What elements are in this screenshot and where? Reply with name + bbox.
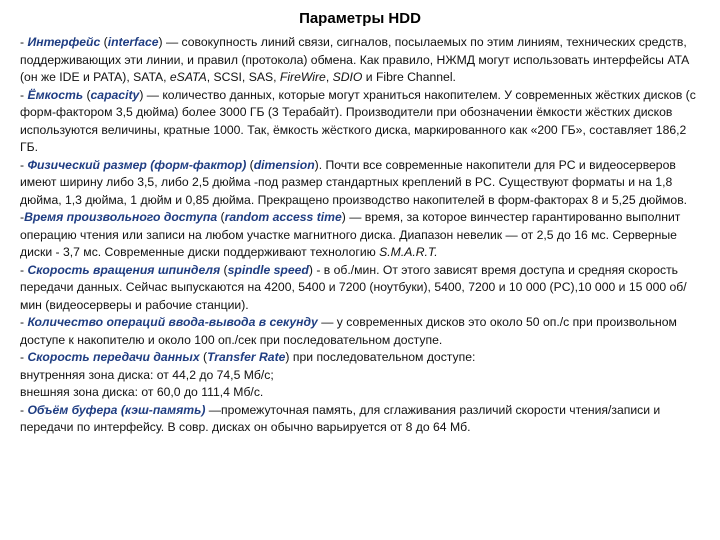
sdio-label: SDIO — [332, 70, 363, 84]
paragraph-capacity: - Ёмкость (capacity) — количество данных, которые могут храниться накопителем. У современных жёстких дисков (с форм-фактором 3,5 дюйма) более 3000 ГБ (3 Терабайт). Производители при обозначении ёмкости жёстких дисков используются величины, кратные 1000. Так, ёмкость жёсткого диска, маркированного как «200 ГБ», составляет 186,2 ГБ. — [20, 87, 696, 154]
term-iops: Количество операций ввода-вывода в секунду — [27, 315, 318, 329]
term-spindle: Скорость вращения шпинделя — [27, 262, 221, 277]
term-size-en: dimension — [253, 157, 315, 172]
term-capacity: Ёмкость — [27, 87, 84, 102]
term-interface-en: interface — [107, 35, 159, 49]
smart-label: S.M.A.R.T. — [379, 245, 438, 259]
paragraph-spindle: - Скорость вращения шпинделя (spindle speed) - в об./мин. От этого зависят время доступа и средняя скорость передачи данных. Сейчас выпускаются на 4200, 5400 и 7200 (ноутбуки), 5400, 7200 и 10 000 (PC),10 000 и 15 000 об/мин (видеосерверы и рабочие станции). — [20, 262, 687, 312]
term-interface: Интерфейс — [27, 35, 101, 49]
term-access-time-en: random access time — [224, 210, 342, 224]
content — [20, 34, 700, 437]
term-capacity-en: capacity — [90, 87, 140, 102]
paragraph-access-time: -Время произвольного доступа (random access time) — время, за которое винчестер гарантированно выполнит операцию чтения или записи на любом участке магнитного диска. Диапазон невелик — от 2,5 до 16 мс. Серверные диски - 3,7 мс. Современные диски поддерживают технологию S.M.A.R.T. — [20, 210, 681, 259]
paragraph-interface: - Интерфейс (interface) — совокупность линий связи, сигналов, посылаемых по этим линиям, технических средств, поддерживающих эти линии, и правил (протокола) обмена. Как правило, НЖМД могут использовать интерфейсы ATA (он же IDE и PATA), SATA, eSATA, SCSI, SAS, FireWire, SDIO и Fibre Channel. — [20, 35, 689, 84]
term-buffer: Объём буфера (кэш-память) — [27, 402, 206, 417]
term-transfer-rate: Скорость передачи данных — [27, 350, 200, 364]
transfer-rate-outer: внешняя зона диска: от 60,0 до 111,4 Мб/с. — [20, 385, 264, 399]
firewire-label: FireWire — [279, 70, 326, 84]
esata-label: eSATA — [169, 70, 207, 84]
paragraph-buffer: - Объём буфера (кэш-память) —промежуточная память, для сглаживания различий скорости чтения/записи и передачи по интерфейсу. В совр. дисках он обычно варьируется от 8 до 64 Мб. — [20, 402, 661, 434]
transfer-rate-inner: внутренняя зона диска: от 44,2 до 74,5 Мб/с; — [20, 367, 274, 382]
term-spindle-en: spindle speed — [227, 262, 309, 277]
term-transfer-rate-en: Transfer Rate — [207, 350, 286, 364]
paragraph-size: - Физический размер (форм-фактор) (dimension). Почти все современные накопители для PC и видеосерверов имеют ширину либо 3,5, либо 2,5 дюйма -под размер стандартных креплений в PC. Существуют форматы и на 1,8 дюйма, 1,3 дюйма, 1 дюйм и 0,85 дюйма. Прекращено производство накопителей в форм-факторах 8 и 5,25 дюймов. — [20, 157, 688, 207]
term-size: Физический размер (форм-фактор) — [27, 157, 247, 172]
term-access-time: Время произвольного доступа — [24, 210, 218, 224]
paragraph-transfer-rate: - Скорость передачи данных (Transfer Rate) при последовательном доступе: — [20, 350, 476, 364]
paragraph-iops: - Количество операций ввода-вывода в секунду — у современных дисков это около 50 оп./с при произвольном доступе к накопителю и около 100 оп./сек при последовательном доступе. — [20, 315, 677, 347]
page-title: Параметры HDD — [299, 10, 421, 27]
